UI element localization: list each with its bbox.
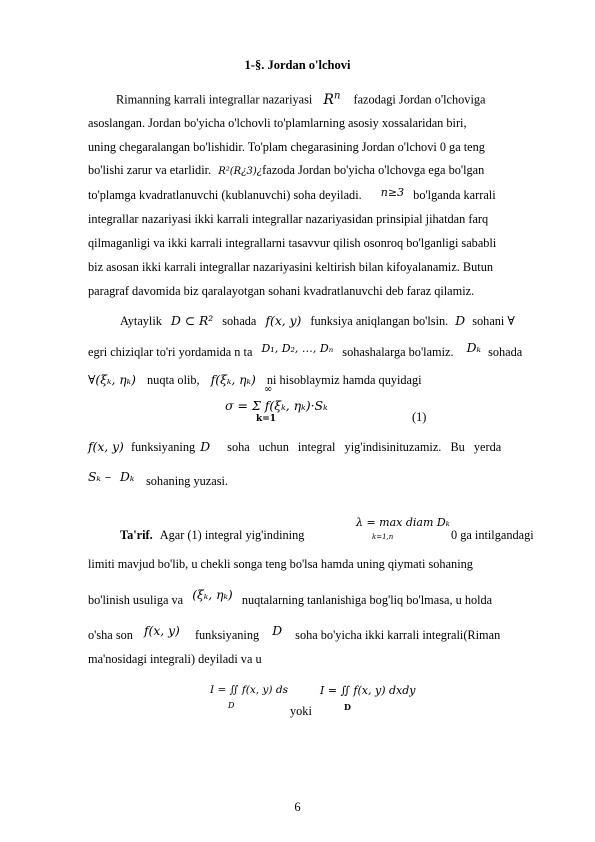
section-title: 1-§. Jordan o'lchovi [244,58,351,72]
math-d: D [272,624,283,638]
def-line3 [88,588,493,608]
p2-line3 [88,373,422,388]
math-f-xi: f(ξₖ, ηₖ) [210,373,256,387]
p1-line5 [88,188,496,203]
text: Rimanning karrali integrallar nazariyasi [116,92,313,107]
def-line4 [88,624,501,643]
p1-line6: integrallar nazariyasi ikki karrali integrallar nazariyasidan prinsipial jihatdan farq [88,212,489,226]
p1-line4 [88,163,484,178]
text: sohada [488,345,523,359]
text: nuqta olib, [147,373,200,387]
math-n-ge-3: n≥3 [380,186,405,199]
p1-line8: biz asosan ikki karrali integrallar nazariyasini keltirish bilan kifoyalanamiz. Butun [88,260,493,274]
p1-line9: paragraf davomida biz qaralayotgan sohani kvadratlanuvchi deb faraz qilamiz. [88,284,475,298]
p2-line2 [88,341,523,360]
text: fazodagi Jordan o'lchoviga [353,92,486,107]
def-line2: limiti mavjud bo'lib, u chekli songa teng bo'lsa hamda uning qiymati sohaning [88,557,473,571]
math-forall: ∀(ξₖ, ηₖ) [88,373,136,387]
text: funksiyaning [130,440,196,454]
equation-number: (1) [412,410,427,424]
sum-top-limit: ∞ [264,384,273,395]
p2-line6 [88,470,140,485]
sigma-expression: σ = Σ f(ξₖ, ηₖ)·Sₖ [225,398,328,413]
math-sk: Sₖ – [88,470,111,484]
sum-formula [225,398,328,413]
def-line1-end: 0 ga intilgandagi [451,528,534,542]
math-fxy: f(x, y) [88,440,124,454]
text: Agar (1) integral yig'indining [159,528,305,542]
text: soha bo'yicha ikki karrali integrali(Riman [295,628,501,642]
math-xi-eta: (ξₖ, ηₖ) [192,588,233,602]
text: bo'lganda karrali [413,188,496,202]
math-fxy: f(x, y) [144,624,180,638]
text: funksiyaning [194,628,260,642]
definition-label: Ta'rif. [120,528,153,542]
math-d: D [455,314,466,328]
text: sohada [222,314,257,328]
text: o'sha son [88,628,133,642]
integral-dxdy: I = ∬ f(x, y) dxdy [320,684,416,697]
text: funksiya aniqlangan bo'lsin. [310,314,449,328]
sum-bottom-limit: k=1 [256,414,277,424]
p1-line2: asoslangan. Jordan bo'yicha o'lchovli to'plamlarning asosiy xossalaridan biri, [88,116,467,130]
def-line1 [120,528,304,543]
text: Aytaylik [120,314,162,328]
text: sohani ∀ [472,314,515,328]
p1-line7: qilmaganligi va ikki karrali integrallarni tasavvur qilish osonroq bo'lganligi sababli [88,236,497,250]
p1-line3: uning chegaralangan bo'lishidir. To'plam chegarasining Jordan o'lchovi 0 ga teng [88,140,485,154]
text: nuqtalarning tanlanishiga bog'liq bo'lmasa, u holda [241,593,493,607]
text: ni hisoblaymiz hamda quyidagi [266,373,422,387]
def-line5: ma'nosidagi integrali) deyiladi va u [88,652,262,666]
math-fxy: f(x, y) [265,314,302,328]
p2-line1 [120,314,515,329]
n-superscript: n [333,90,341,101]
p2-line6-text: sohaning yuzasi. [146,474,228,488]
math-dk: Dₖ [466,341,481,355]
text: egri chiziqlar to'ri yordamida n ta [88,345,253,359]
math-d: D [200,440,211,454]
text: to'plamga kvadratlanuvchi (kublanuvchi) soha deyiladi. [88,188,362,202]
text: bo'lishi zarur va etarlidir. [88,163,212,177]
math-dk: Dₖ [120,470,135,484]
page-number: 6 [294,800,301,814]
math-d-subset: D ⊂ R² [170,314,214,328]
integral-ds: I = ∬ f(x, y) ds [210,684,288,696]
lambda-formula: λ = max diam Dₖ [356,516,450,529]
p1-line1 [116,90,530,108]
r-symbol: R [323,91,334,108]
yoki-text: yoki [290,704,312,718]
text: bo'linish usuliga va [88,593,184,607]
integral-dxdy-sub: D [344,702,351,712]
math-Rn [323,92,340,108]
p2-line5 [88,440,530,455]
math-d-list: D₁, D₂, …, Dₙ [261,342,334,355]
text: sohashalarga bo'lamiz. [342,345,454,359]
math-r2: R²(R¿3)¿ [218,166,263,177]
lambda-subscript: k=1,n [372,533,394,541]
text: fazoda Jordan bo'yicha o'lchovga ega bo'lgan [262,163,485,177]
integral-ds-sub: D [228,701,235,710]
text: soha uchun integral yig'indisinituzamiz. Bu yerda [227,440,502,454]
